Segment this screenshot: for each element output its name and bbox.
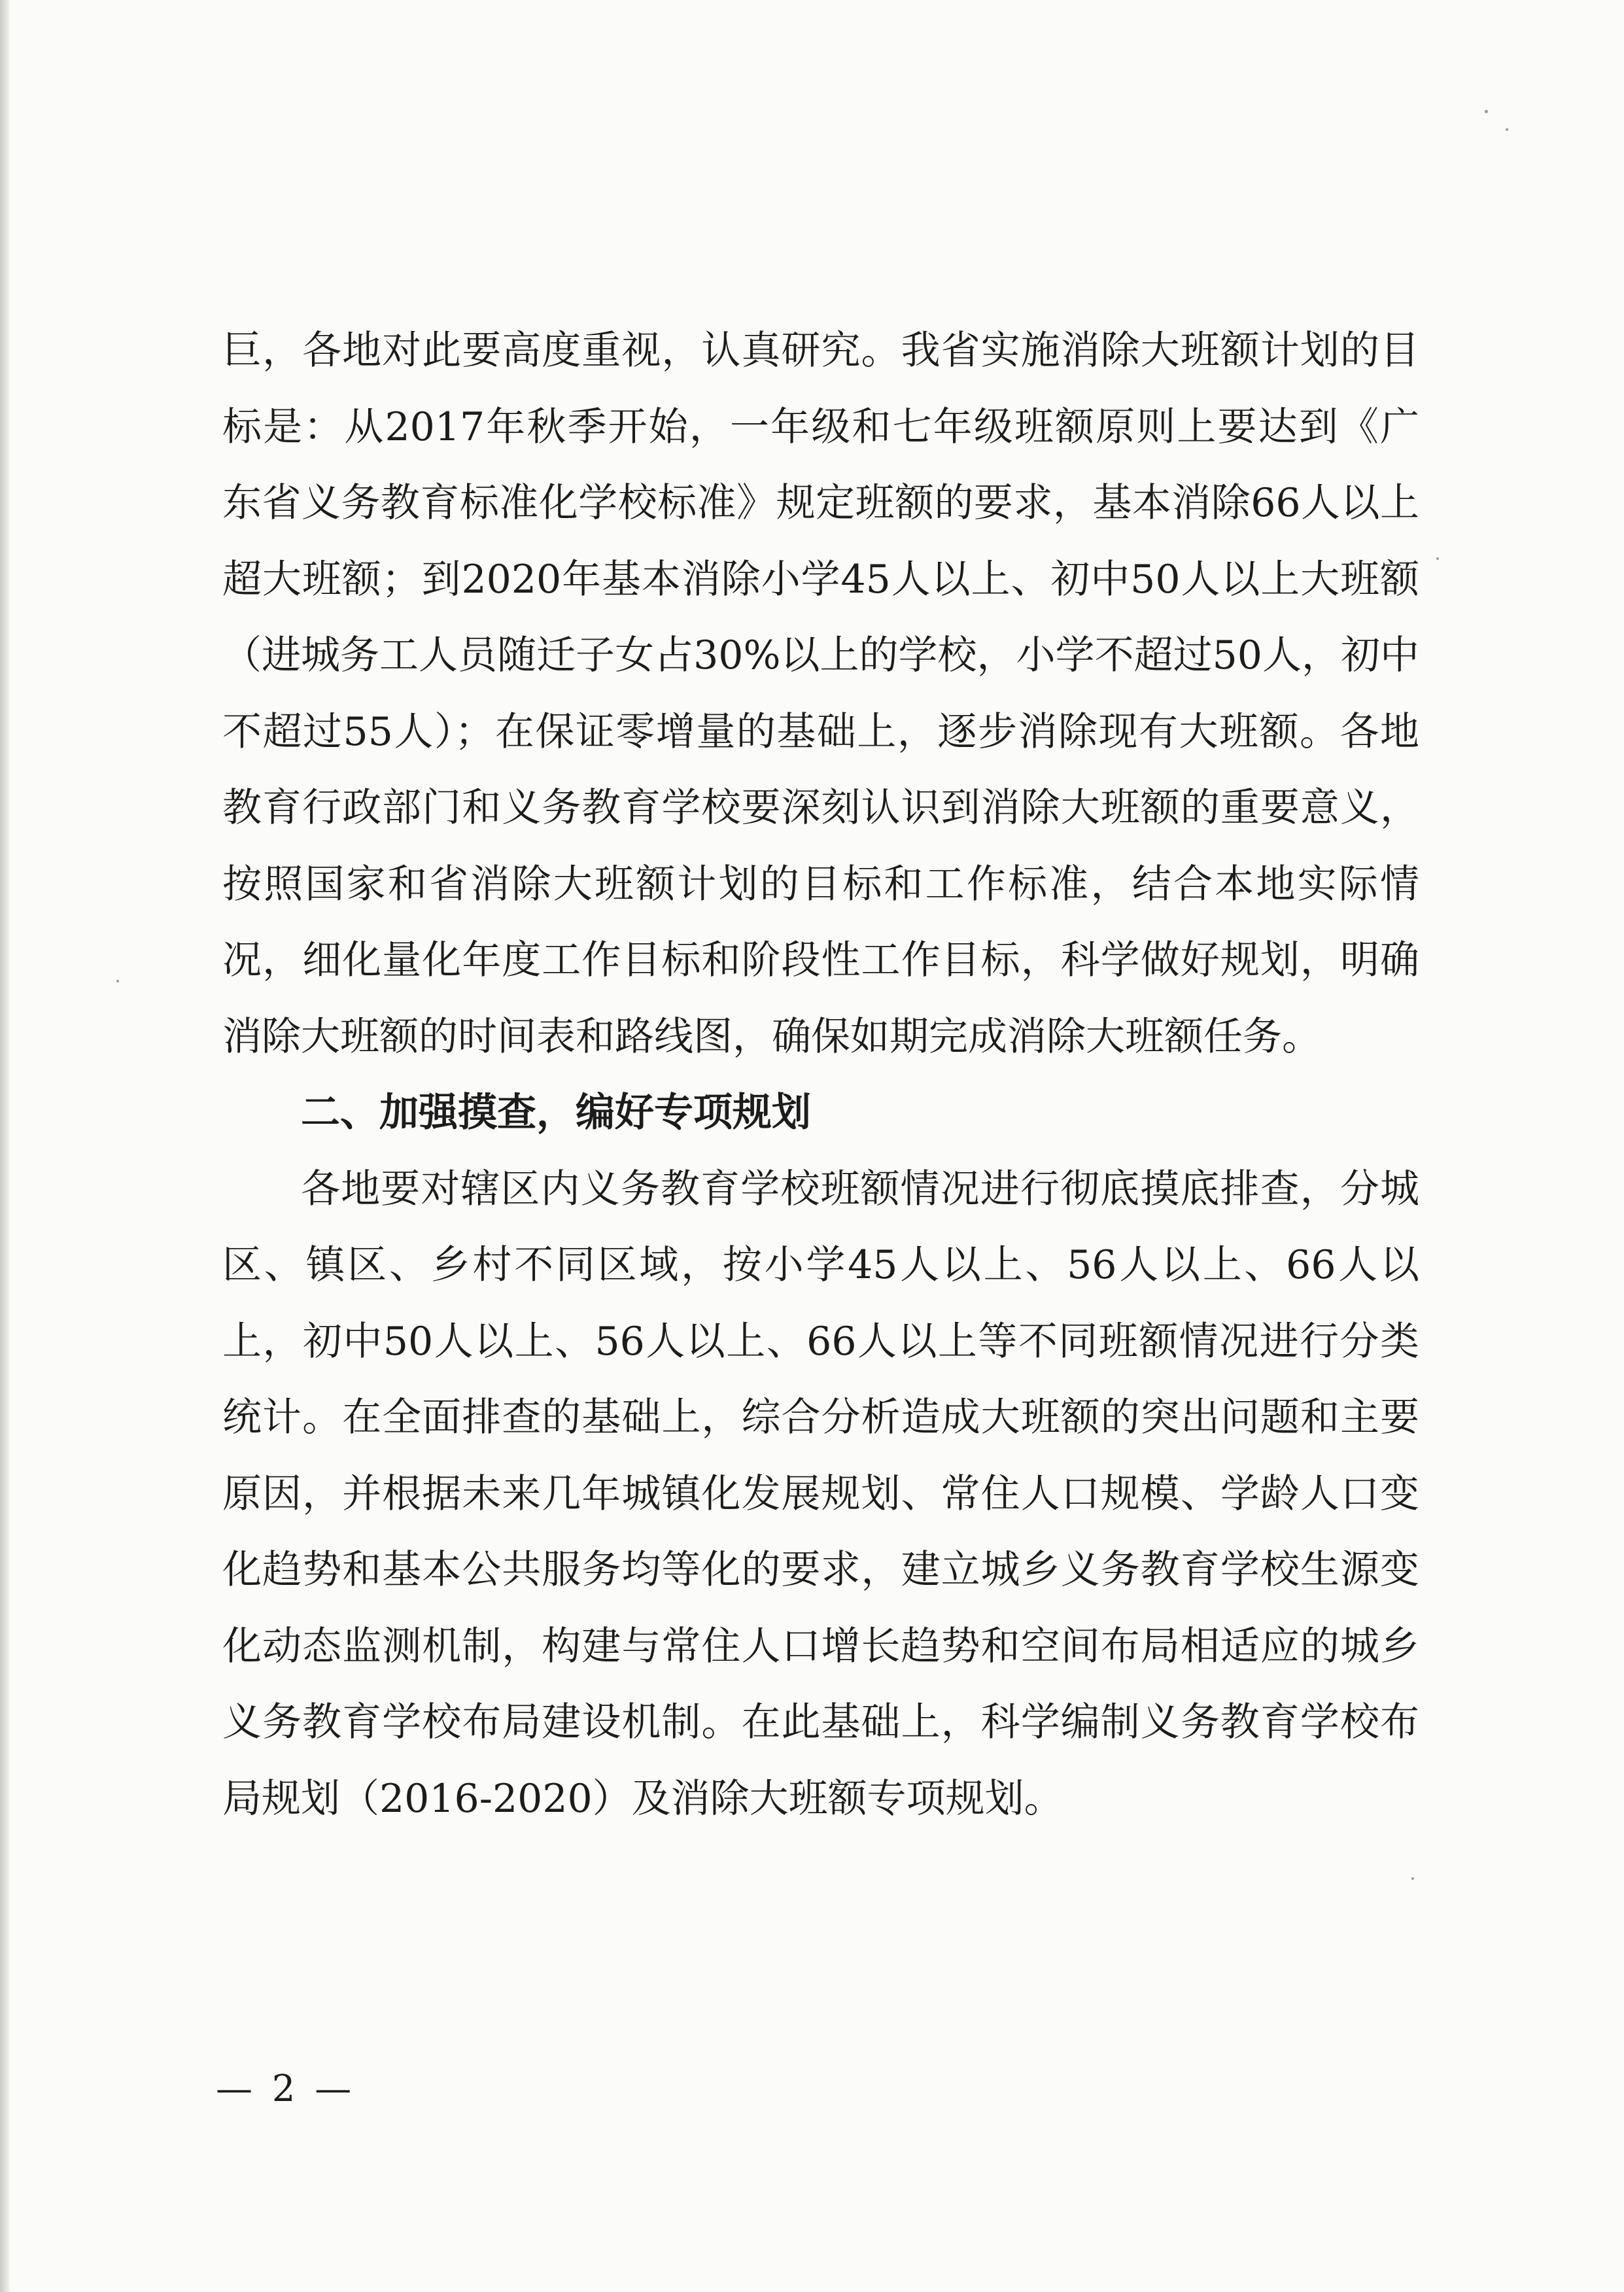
scan-speck — [1436, 557, 1439, 560]
scan-edge-shadow — [0, 0, 9, 2292]
document-body — [222, 313, 1419, 1837]
scan-speck — [1411, 1877, 1414, 1880]
scan-speck — [1506, 128, 1508, 131]
body-paragraph: 巨，各地对此要高度重视，认真研究。我省实施消除大班额计划的目标是：从2017年秋季开始，一年级和七年级班额原则上要达到《广东省义务教育标准化学校标准》规定班额的要求，基本消除66人以上超大班额；到2020年基本消除小学45人以上、初中50人以上大班额（进城务工人员随迁子女占30%以上的学校，小学不超过50人，初中不超过55人）；在保证零增量的基础上，逐步消除现有大班额。各地教育行政部门和义务教育学校要深刻认识到消除大班额的重要意义，按照国家和省消除大班额计划的目标和工作标准，结合本地实际情况，细化量化年度工作目标和阶段性工作目标，科学做好规划，明确消除大班额的时间表和路线图，确保如期完成消除大班额任务。 — [222, 328, 1419, 1060]
scan-speck — [1485, 110, 1488, 113]
body-paragraph: 各地要对辖区内义务教育学校班额情况进行彻底摸底排查，分城区、镇区、乡村不同区域，按小学45人以上、56人以上、66人以上，初中50人以上、56人以上、66人以上等不同班额情况进行分类统计。在全面排查的基础上，综合分析造成大班额的突出问题和主要原因，并根据未来几年城镇化发展规划、常住人口规模、学龄人口变化趋势和基本公共服务均等化的要求，建立城乡义务教育学校生源变化动态监测机制，构建与常住人口增长趋势和空间布局相适应的城乡义务教育学校布局建设机制。在此基础上，科学编制义务教育学校布局规划（2016-2020）及消除大班额专项规划。 — [222, 1166, 1419, 1822]
page-number: — 2 — — [216, 2068, 356, 2110]
scan-speck — [116, 980, 119, 982]
section-heading: 二、加强摸查，编好专项规划 — [301, 1090, 811, 1136]
